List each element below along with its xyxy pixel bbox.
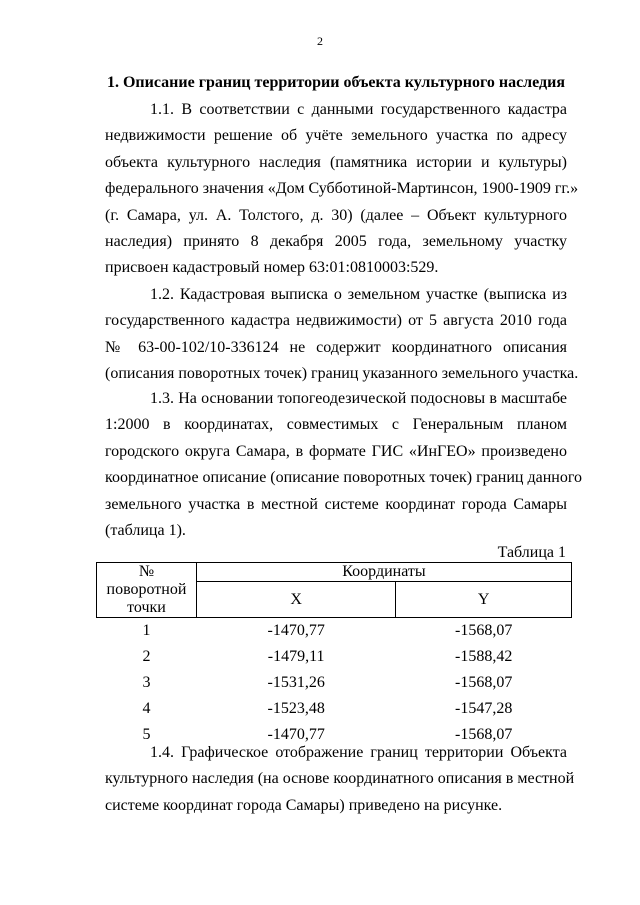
paragraph-1-1 xyxy=(105,97,579,282)
text-line: (г. Самара, ул. А. Толстого, д. 30) (далее – Объект культурного xyxy=(105,206,567,224)
x-value: -1531,26 xyxy=(267,674,325,691)
header-y: Y xyxy=(396,582,572,618)
y-value: -1568,07 xyxy=(455,726,513,743)
table-caption: Таблица 1 xyxy=(497,544,566,561)
y-value: -1547,28 xyxy=(455,700,513,717)
text-line: недвижимости решение об учёте земельного участка по адресу xyxy=(105,127,567,145)
point-number: 5 xyxy=(142,726,151,743)
point-number: 2 xyxy=(142,648,151,665)
y-value: -1568,07 xyxy=(455,674,513,691)
header-point-line: точки xyxy=(127,599,166,616)
header-point-line: № xyxy=(138,563,155,580)
y-value: -1588,42 xyxy=(455,648,513,665)
text-line: системе координат города Самары) приведено на рисунке. xyxy=(105,796,503,814)
text-line: культурного наследия (на основе координатного описания в местной xyxy=(105,770,575,788)
text-line: городского округа Самара, в формате ГИС «ИнГЕО» произведено xyxy=(105,442,567,460)
header-x: X xyxy=(196,582,395,618)
coordinates-table xyxy=(96,562,572,748)
table-row xyxy=(97,618,572,645)
table-row xyxy=(97,696,572,722)
section-title: 1. Описание границ территории объекта культурного наследия xyxy=(106,74,565,91)
text-line: координатное описание (описание поворотных точек) границ данного xyxy=(105,469,582,487)
text-line: присвоен кадастровый номер 63:01:0810003:529. xyxy=(105,259,439,277)
text-line: 1:2000 в координатах, совместимых с Генеральным планом xyxy=(105,416,567,434)
text-line: (таблица 1). xyxy=(105,522,186,540)
paragraph-1-2 xyxy=(105,282,579,388)
x-value: -1523,48 xyxy=(267,700,325,717)
text-line: государственного кадастра недвижимости) от 5 августа 2010 года xyxy=(105,312,567,330)
text-line: 1.4. Графическое отображение границ территории Объекта xyxy=(150,744,567,761)
text-line: наследия) принято 8 декабря 2005 года, земельному участку xyxy=(105,233,567,251)
point-number: 4 xyxy=(142,700,151,717)
text-line: земельного участка в местной системе координат города Самары xyxy=(105,495,567,513)
x-value: -1470,77 xyxy=(267,622,325,639)
point-number: 1 xyxy=(142,622,151,639)
text-line: № 63-00-102/10-336124 не содержит координатного описания xyxy=(105,338,567,356)
paragraph-1-4 xyxy=(105,740,575,819)
header-point-line: поворотной xyxy=(106,581,187,598)
text-line: федерального значения «Дом Субботиной-Мартинсон, 1900-1909 гг.» xyxy=(105,180,579,198)
table-row xyxy=(97,670,572,696)
header-coordinates: Координаты xyxy=(196,563,571,582)
text-line: 1.3. На основании топогеодезической подосновы в масштабе xyxy=(150,390,567,407)
table-row xyxy=(97,644,572,670)
page-number: 2 xyxy=(317,34,323,48)
text-line: объекта культурного наследия (памятника истории и культуры) xyxy=(105,153,567,171)
x-value: -1479,11 xyxy=(267,648,325,665)
header-point-number xyxy=(97,563,197,618)
text-line: 1.1. В соответствии с данными государственного кадастра xyxy=(150,101,567,118)
text-line: (описания поворотных точек) границ указанного земельного участка. xyxy=(105,365,579,383)
point-number: 3 xyxy=(142,674,151,691)
paragraph-1-3 xyxy=(105,386,582,544)
x-value: -1470,77 xyxy=(267,726,325,743)
text-line: 1.2. Кадастровая выписка о земельном участке (выписка из xyxy=(150,286,567,303)
y-value: -1568,07 xyxy=(455,622,513,639)
